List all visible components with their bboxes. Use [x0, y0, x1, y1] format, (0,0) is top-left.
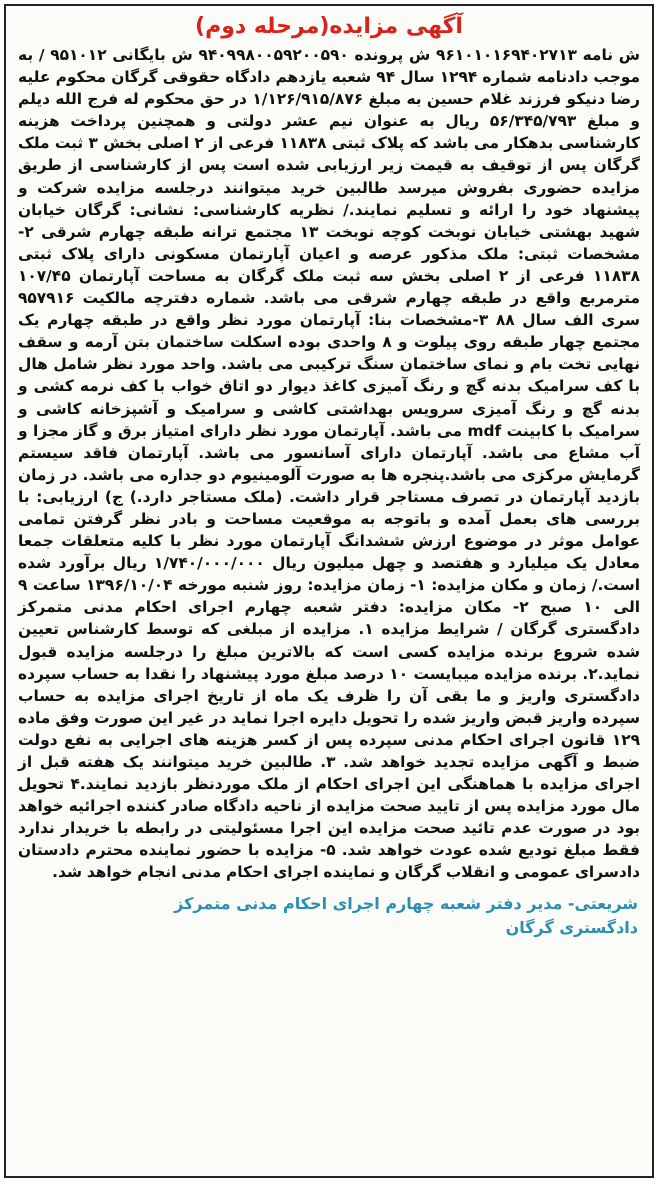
notice-body: ش نامه ۹۶۱۰۱۰۱۶۹۴۰۲۷۱۳ ش پرونده ۹۴۰۹۹۸۰۰۵۹۲۰۰۵۹۰ ش بایگانی ۹۵۱۰۱۲ / به موجب دادنامه شماره ۱۲۹۴ سال ۹۴ شعبه یازدهم دادگاه حقوقی گرگان محکوم علیه رضا دنیکو فرزند غلام حسین به مبلغ ۱/۱۲۶/۹۱۵/۸۷۶ در حق محکوم له فرج الله دیلم و مبلغ ۵۶/۳۴۵/۷۹۳ ریال به عنوان نیم عشر دولتی و همچنین پرداخت هزینه کارشناسی بدهکار می باشد که پلاک ثبتی ۱۱۸۳۸ فرعی از ۲ اصلی بخش ۳ ثبت ملک گرگان پس از توقیف به قیمت زیر ارزیابی شده است پس از کارشناسی از طریق مزایده حضوری بفروش میرسد طالبین خرید میتوانند درجلسه مزایده شرکت و پیشنهاد خود را ارائه و تسلیم نمایند./ نظریه کارشناسی: نشانی: گرگان خیابان شهید بهشتی خیابان نوبخت کوچه نوبخت ۱۳ مجتمع ترانه طبقه چهارم شرقی ۲-مشخصات ثبتی: ملک مذکور عرصه و اعیان آپارتمان مسکونی دارای پلاک ثبتی ۱۱۸۳۸ فرعی از ۲ اصلی بخش سه ثبت ملک گرگان به مساحت آپارتمان ۱۰۷/۴۵ مترمربع واقع در طبقه چهارم شرقی می باشد. شماره دفترچه مالکیت ۹۵۷۹۱۶ سری الف سال ۸۸ ۳-مشخصات بنا: آپارتمان مورد نظر واقع در طبقه چهارم یک مجتمع چهار طبقه روی پیلوت و ۸ واحدی بوده اسکلت ساختمان بتن آرمه و سقف نهایی تخت بام و نمای ساختمان سنگ ترکیبی می باشد. واحد مورد نظر شامل هال با کف سرامیک بدنه گچ و رنگ آمیزی کاغذ دیوار دو اتاق خواب با کف نرمه کشی و بدنه گچ و رنگ آمیزی سرویس بهداشتی کاشی و سرامیک و آشپزخانه کاشی و سرامیک با کابینت mdf می باشد. آپارتمان مورد نظر دارای امتیاز برق و گاز مجزا و آب مشاع می باشد. آپارتمان دارای آسانسور می باشد. آپارتمان فاقد سیستم گرمایش مرکزی می باشد.پنجره ها به صورت آلومینیوم دو جداره می باشد. در زمان بازدید آپارتمان در تصرف مستاجر قرار داشت. (ملک مستاجر دارد.) ج) ارزیابی: با بررسی های بعمل آمده و باتوجه به موقعیت مساحت و بادر نظر گرفتن تمامی عوامل موثر در موضوع ارزش ششدانگ آپارتمان مورد نظر با کلیه متعلقات جمعا معادل یک میلیارد و هفتصد و چهل میلیون ریال ۱/۷۴۰/۰۰۰/۰۰۰ ریال برآورد شده است./ زمان و مکان مزایده: ۱- زمان مزایده: روز شنبه مورخه ۱۳۹۶/۱۰/۰۴ ساعت ۹ الی ۱۰ صبح ۲- مکان مزایده: دفتر شعبه چهارم اجرای احکام مدنی متمرکز دادگستری گرگان / شرایط مزایده ۱. مزایده از مبلغی که توسط کارشناس تعیین شده شروع برنده مزایده کسی است که بالاترین مبلغ را درجلسه مزایده قبول نماید.۲. برنده مزایده میبایست ۱۰ درصد مبلغ مورد پیشنهاد را نقدا به حساب سپرده دادگستری واریز و ما بقی آن را ظرف یک ماه از تاریخ اجرای مزایده به حساب سپرده واریز قبض واریز شده را تحویل دایره اجرا نماید در غیر این صورت وفق ماده ۱۲۹ قانون اجرای احکام مدنی سپرده پس از کسر هزینه های اجرایی به نفع دولت ضبط و آگهی مزایده تجدید خواهد شد. ۳. طالبین خرید میتوانند یک هفته قبل از اجرای مزایده با هماهنگی این اجرای احکام از ملک موردنظر بازدید نمایند.۴ تحویل مال مورد مزایده پس از تایید صحت مزایده از ناحیه دادگاه صادر کننده اجرائیه خواهد بود در صورت عدم تائید صحت مزایده این اجرا مسئولیتی در رابطه با خریدار ندارد فقط مبلغ تودیع شده عودت خواهد شد. ۵- مزایده با حضور نماینده محترم دادستان دادسرای عمومی و انقلاب گرگان و نماینده اجرای احکام مدنی انجام خواهد شد. — [18, 46, 641, 882]
notice-title: آگهی مزایده(مرحله دوم) — [195, 14, 463, 39]
signature-block — [6, 892, 652, 940]
signature-line-2: دادگستری گرگان — [505, 917, 638, 937]
auction-notice — [4, 4, 654, 1178]
signature-line-1: شریعتی- مدیر دفتر شعبه چهارم اجرای احکام مدنی متمرکز — [174, 893, 638, 913]
